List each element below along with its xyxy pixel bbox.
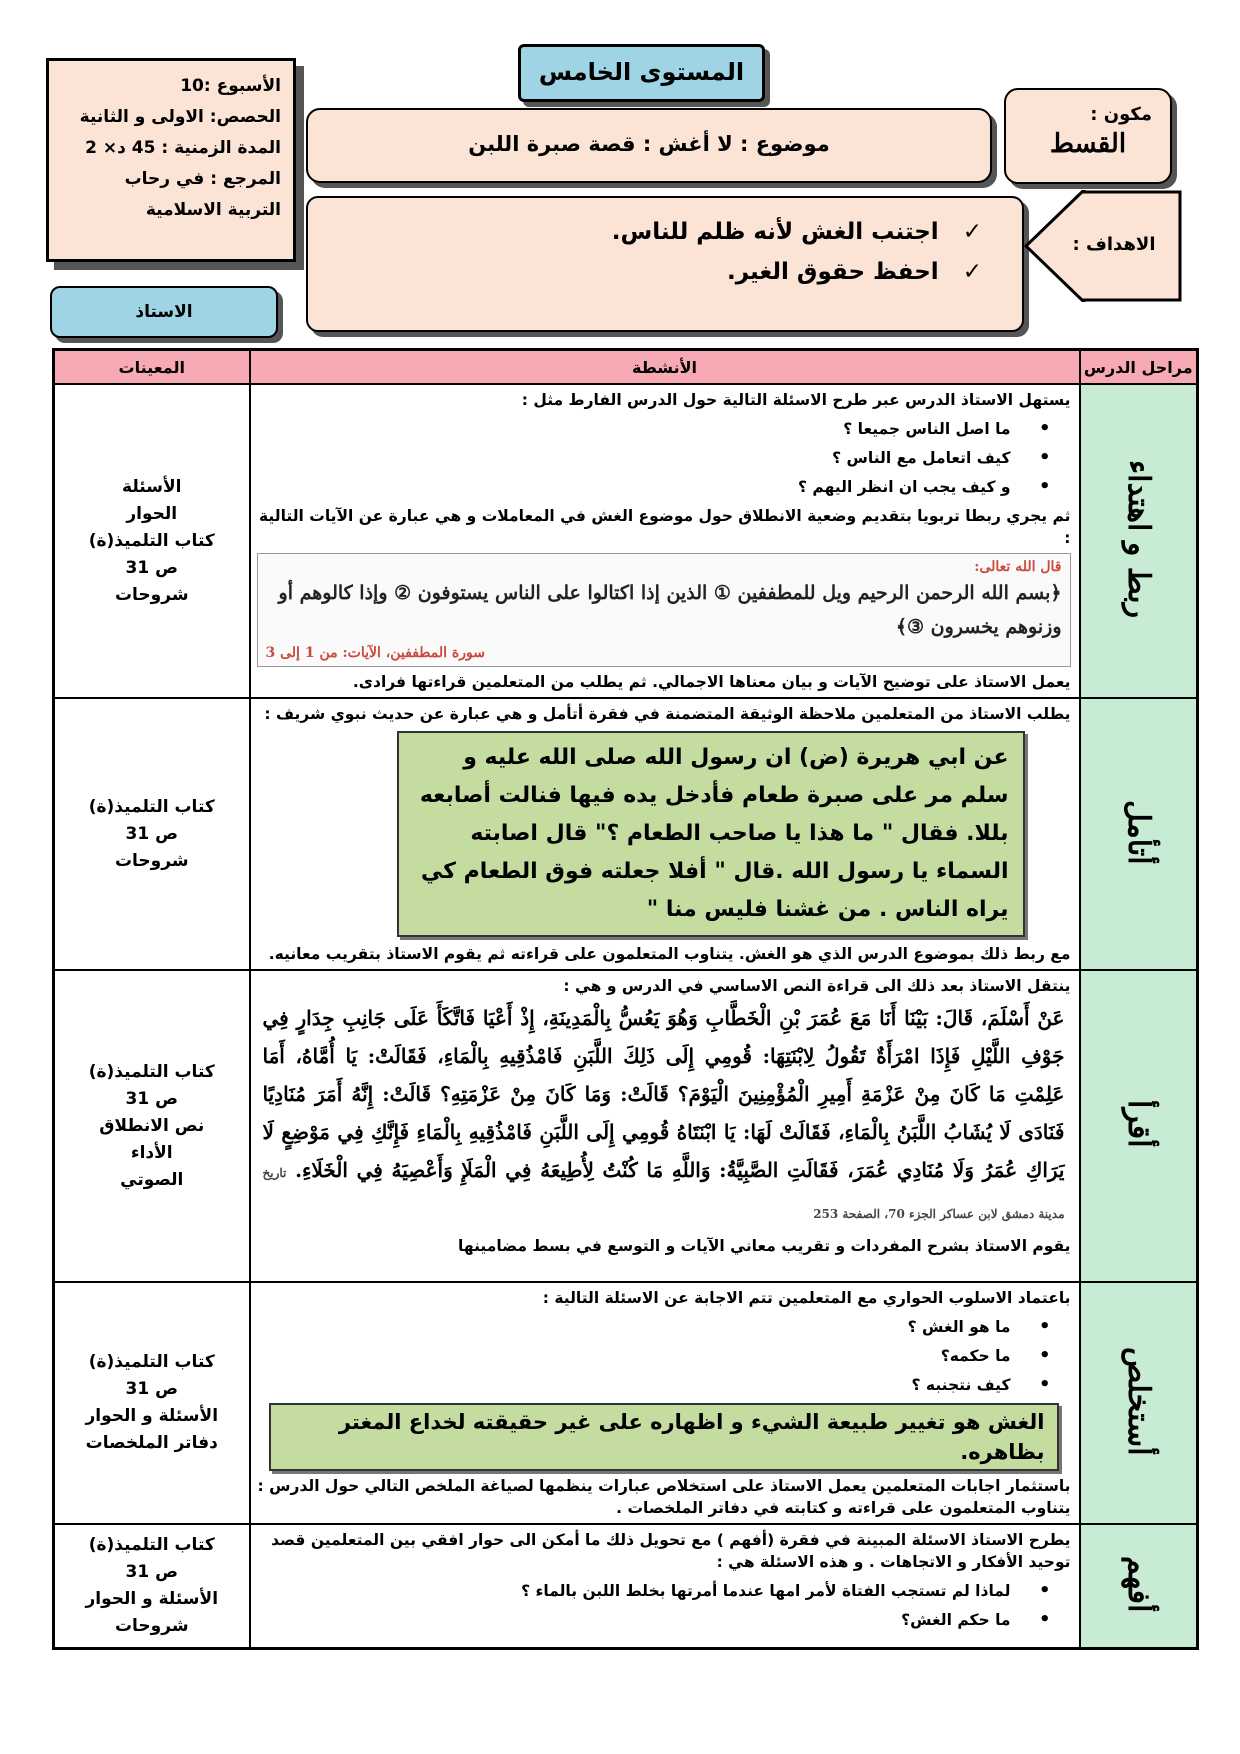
means-cell: الأسئلة الحوار كتاب التلميذ(ة) ص 31 شروحات <box>54 384 250 698</box>
goals-box <box>306 196 1024 332</box>
story-text: عَنْ أَسْلَمَ، قَالَ: بَيْنَا أَنَا مَعَ عُمَرَ بْنِ الْخَطَّابِ وَهُوَ يَعُسُّ بِالْمَدِينَةِ، إِذْ أَعْيَا فَاتَّكَأَ عَلَى جَانِبِ جِدَارٍ فِي جَوْفِ اللَّيْلِ فَإِذَا امْرَأَةٌ تَقُولُ لِابْنَتِهَا: قُومِي إِلَى ذَلِكَ اللَّبَنِ فَامْذُقِيهِ بِالْمَاءِ، فَقَالَتْ: يَا أُمَّاهُ، أَمَا عَلِمْتِ مَا كَانَ مِنْ عَزْمَةِ أَمِيرِ الْمُؤْمِنِينَ الْيَوْمَ؟ قَالَتْ: وَمَا كَانَ مِنْ عَزْمَتِهِ؟ قَالَتْ: إِنَّهُ أَمَرَ مُنَادِيًا فَنَادَى لَا يُشَابُ اللَّبَنُ بِالْمَاءِ، فَقَالَتْ لَهَا: يَا ابْنَتَاهُ قُومِي إِلَى اللَّبَنِ فَامْذُقِيهِ بِالْمَاءِ فَإِنَّكِ فِي مَوْضِعٍ لَا يَرَاكِ عُمَرُ وَلَا مُنَادِي عُمَرَ، فَقَالَتِ الصَّبِيَّةُ: وَاللَّهِ مَا كُنْتُ لِأُطِيعَهُ فِي الْمَلَإِ وَأَعْصِيَهُ فِي الْخَلَاءِ. <box>262 1006 1065 1182</box>
duration-line: المدة الزمنية : 45 د× 2 <box>85 138 281 158</box>
teacher-label: الاستاذ <box>50 286 278 338</box>
list-item: • ما هو الغش ؟ • <box>257 1316 1011 1338</box>
activity-cell <box>250 384 1080 698</box>
header-stages: مراحل الدرس <box>1080 350 1198 385</box>
stage-label: أفهم <box>1120 1555 1156 1612</box>
verse-label: قال الله تعالى: <box>974 559 1062 575</box>
lesson-plan-table <box>52 348 1199 1650</box>
activity-cell <box>250 970 1080 1282</box>
table-header-row <box>54 350 1198 385</box>
stage-label: أستخلص <box>1120 1346 1156 1456</box>
table-row <box>54 1524 1198 1648</box>
component-label: مكون : <box>1090 104 1152 125</box>
stage-cell <box>1080 384 1198 698</box>
activity-intro: يطلب الاستاذ من المتعلمين ملاحظة الوثيقة المتضمنة في فقرة أتأمل و هي عبارة عن حديث نبوي شريف : <box>264 705 1071 723</box>
goal-item: ✓ احفظ حقوق الغير. <box>726 259 982 285</box>
activity-intro: يطرح الاستاذ الاسئلة المبينة في فقرة (أفهم ) مع تحويل ذلك ما أمكن الى حوار افقي بين المتعلمين قصد توحيد الأفكار و الاتجاهات . و هذه الاسئلة هي : <box>271 1531 1071 1571</box>
table-row <box>54 1282 1198 1524</box>
stage-cell <box>1080 698 1198 970</box>
list-item: • ما اصل الناس جميعا ؟ • <box>257 418 1011 440</box>
goals-arrow-icon <box>1024 190 1182 302</box>
verse-reference: سورة المطففين، الآيات: من 1 إلى 3 <box>265 645 485 661</box>
question-list <box>257 418 1071 498</box>
goals-label: الاهداف : <box>1072 234 1156 255</box>
check-icon: ✓ <box>962 219 982 245</box>
header-activities: الأنشطة <box>250 350 1080 385</box>
reference-line-1: المرجع : في رحاب <box>124 169 281 189</box>
stage-label: أقرأ <box>1120 1100 1156 1148</box>
verse-text: ﴿بسم الله الرحمن الرحيم ويل للمطففين ① الذين إذا اكتالوا على الناس يستوفون ② وإذا كالوهم أو وزنوهم يخسرون ③﴾ <box>278 582 1062 638</box>
stage-cell <box>1080 970 1198 1282</box>
definition-box: الغش هو تغيير طبيعة الشيء و اظهاره على غير حقيقته لخداع المغتر بظاهره. <box>269 1403 1059 1471</box>
activity-intro: باعتماد الاسلوب الحواري مع المتعلمين تتم الاجابة عن الاسئلة التالية : <box>542 1289 1071 1307</box>
activity-intro: يستهل الاستاذ الدرس عبر طرح الاسئلة التالية حول الدرس الفارط مثل : <box>521 391 1071 409</box>
activity-intro: ينتقل الاستاذ بعد ذلك الى قراءة النص الاساسي في الدرس و هي : <box>563 977 1071 995</box>
component-box <box>1004 88 1172 184</box>
means-cell: كتاب التلميذ(ة) ص 31 الأسئلة و الحوار دفاتر الملخصات <box>54 1282 250 1524</box>
stage-cell <box>1080 1524 1198 1648</box>
activity-cell <box>250 1524 1080 1648</box>
activity-closing: يقوم الاستاذ بشرح المفردات و تقريب معاني الآيات و التوسع في بسط مضامينها <box>458 1237 1071 1255</box>
stage-label: ربط و اهتداء <box>1120 459 1156 619</box>
list-item: • و كيف يجب ان انظر اليهم ؟ • <box>257 476 1011 498</box>
component-value: القسط <box>1049 129 1127 159</box>
table-row <box>54 384 1198 698</box>
list-item: • كيف اتعامل مع الناس ؟ • <box>257 447 1011 469</box>
week-line: الأسبوع :10 <box>180 76 281 96</box>
stage-cell <box>1080 1282 1198 1524</box>
header-means: المعينات <box>54 350 250 385</box>
check-icon: ✓ <box>962 259 982 285</box>
activity-closing: يعمل الاستاذ على توضيح الآيات و بيان معناها الاجمالي. ثم يطلب من المتعلمين قراءتها فرادى. <box>352 673 1071 691</box>
story-source: تاريخ مدينة دمشق لابن عساكر الجزء 70، الصفحة 253 <box>262 1166 1065 1221</box>
means-cell: كتاب التلميذ(ة) ص 31 الأسئلة و الحوار شروحات <box>54 1524 250 1648</box>
reference-line-2: التربية الاسلامية <box>145 200 281 220</box>
means-cell: كتاب التلميذ(ة) ص 31 نص الانطلاق الأداء الصوتي <box>54 970 250 1282</box>
activity-link: ثم يجري ربطا تربويا بتقديم وضعية الانطلاق حول موضوع الغش في المعاملات و هي عبارة عن الآيات التالية : <box>259 507 1071 547</box>
verse-box <box>257 553 1071 667</box>
means-cell: كتاب التلميذ(ة) ص 31 شروحات <box>54 698 250 970</box>
activity-cell <box>250 1282 1080 1524</box>
list-item: • لماذا لم تستجب الفتاة لأمر امها عندما أمرتها بخلط اللبن بالماء ؟ • <box>257 1580 1011 1602</box>
activity-closing: مع ربط ذلك بموضوع الدرس الذي هو الغش. يتناوب المتعلمون على قراءته ثم يقوم الاستاذ بتقريب معانيه. <box>268 945 1071 963</box>
level-title: المستوى الخامس <box>518 44 765 102</box>
hadith-box: عن ابي هريرة (ض) ان رسول الله صلى الله عليه و سلم مر على صبرة طعام فأدخل يده فيها فنالت أصابعه بللا. فقال " ما هذا يا صاحب الطعام ؟" قال اصابته السماء يا رسول الله .قال " أفلا جعلته فوق الطعام كي يراه الناس . من غشنا فليس منا " <box>397 731 1025 937</box>
topic-title: موضوع : لا أغش : قصة صبرة اللبن <box>306 108 992 183</box>
list-item: • كيف نتجنبه ؟ • <box>257 1374 1011 1396</box>
activity-closing: باستثمار اجابات المتعلمين يعمل الاستاذ على استخلاص عبارات ينظمها لصياغة الملخص التالي حول الدرس : يتناوب المتعلمون على قراءته و كتابته في دفاتر الملخصات . <box>257 1477 1071 1517</box>
goal-item: ✓ اجتنب الغش لأنه ظلم للناس. <box>611 219 982 245</box>
story-box <box>257 997 1071 1235</box>
table-row <box>54 698 1198 970</box>
activity-cell <box>250 698 1080 970</box>
table-row <box>54 970 1198 1282</box>
question-list <box>257 1580 1071 1631</box>
list-item: • ما حكم الغش؟ • <box>257 1609 1011 1631</box>
sessions-line: الحصص: الاولى و الثانية <box>79 107 281 127</box>
question-list <box>257 1316 1071 1396</box>
stage-label: أتأمل <box>1120 799 1156 865</box>
info-box <box>46 58 296 262</box>
list-item: • ما حكمه؟ • <box>257 1345 1011 1367</box>
